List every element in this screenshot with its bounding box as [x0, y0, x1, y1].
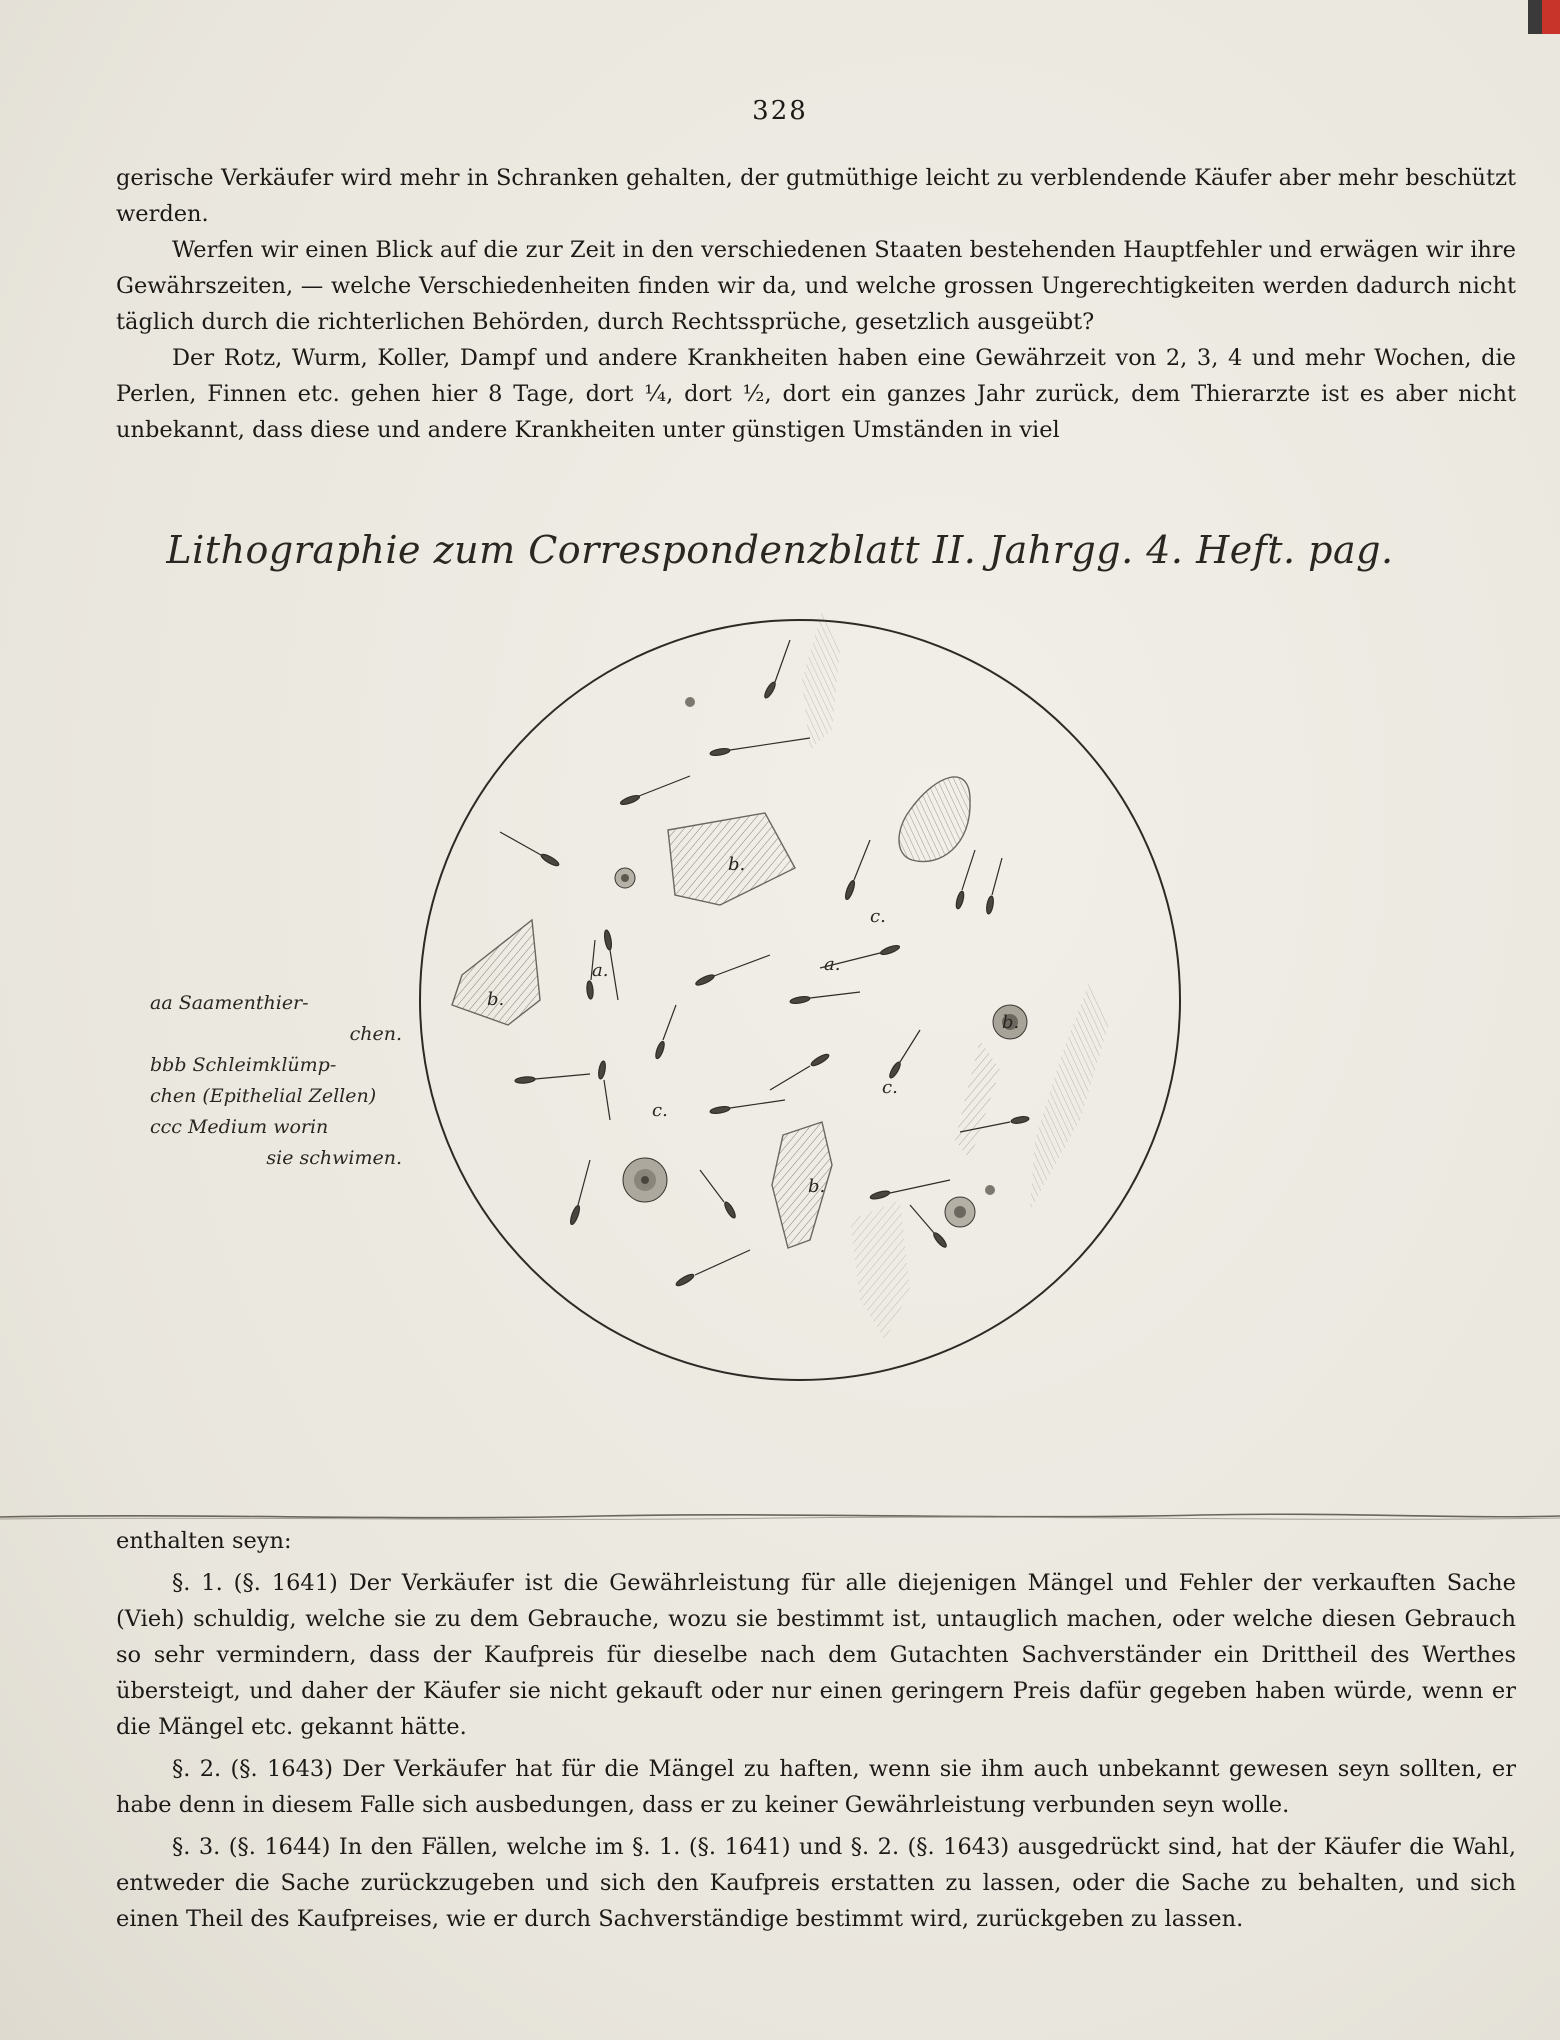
label-a-2: a. — [824, 954, 841, 975]
round-cell-5 — [985, 1185, 995, 1195]
bottom-text-block — [116, 1523, 1516, 1937]
legend-line-aa: aa Saamenthier- — [150, 992, 309, 1014]
spermatozoon-18 — [569, 1160, 590, 1225]
spermatozoon-11 — [955, 850, 975, 909]
top-paragraph-hauptfehler: Werfen wir einen Blick auf die zur Zeit in den verschiedenen Staaten bestehenden Hauptfehler und erwägen wir ihre Gewährszeiten, — welche Verschiedenheiten finden wir da, und welche grossen Ungerechtigkeiten werden dadurch nicht täglich durch die richterlichen Behörden, durch Rechtssprüche, gesetzlich ausgeübt? — [116, 237, 1516, 335]
microscope-field-drawing — [390, 600, 1190, 1400]
spermatozoon-17 — [870, 1180, 950, 1200]
legend-line-bbb-cont: chen (Epithelial Zellen) — [150, 1085, 377, 1107]
spermatozoon-9 — [695, 955, 770, 987]
label-b-4: b. — [808, 1176, 826, 1197]
top-paragraph-krankheiten: Der Rotz, Wurm, Koller, Dampf und andere Krankheiten haben eine Gewährzeit von 2, 3, 4 und mehr Wochen, die Perlen, Finnen etc. gehen hier 8 Tage, dort ¼, dort ½, dort ein ganzes Jahr zurück, dem Thierarzte ist es aber nicht unbekannt, dass diese und andere Krankheiten unter günstigen Umständen in viel — [116, 345, 1516, 443]
spermatozoon-15 — [710, 1100, 785, 1115]
round-cell-3 — [623, 1158, 667, 1202]
page-edge-mark-red — [1542, 0, 1560, 34]
bottom-paragraph-intro: enthalten seyn: — [116, 1528, 292, 1554]
label-a-1: a. — [592, 960, 609, 981]
spermatozoon-16 — [888, 1030, 920, 1079]
top-paragraph-continuation: gerische Verkäufer wird mehr in Schranken gehalten, der gutmüthige leicht zu verblendende Käufer aber mehr beschützt werden. — [116, 165, 1516, 227]
label-b-1: b. — [728, 854, 746, 875]
pencil-streak-4 — [955, 1040, 1000, 1160]
pencil-streak-1 — [802, 612, 840, 750]
page-edge-mark-dark — [1528, 0, 1542, 34]
page-fold-line — [0, 1510, 1560, 1524]
round-cell-4 — [945, 1197, 975, 1227]
spermatozoon-4 — [763, 640, 790, 699]
spermatozoon-7 — [844, 840, 870, 900]
spermatozoon-22 — [654, 1005, 676, 1059]
spermatozoon-2 — [500, 832, 560, 868]
pencil-streak-3 — [850, 1200, 910, 1340]
label-c-3: c. — [652, 1100, 668, 1121]
label-c-2: c. — [882, 1077, 898, 1098]
label-b-3: b. — [1002, 1012, 1020, 1033]
legend-line-aa-cont: chen. — [349, 1023, 402, 1045]
spermatozoon-10 — [790, 992, 860, 1005]
round-cell-6 — [685, 697, 695, 707]
spermatozoon-21 — [985, 858, 1002, 914]
spermatozoon-13 — [515, 1074, 590, 1084]
spermatozoon-23 — [700, 1170, 737, 1219]
bottom-paragraph-section-1: §. 1. (§. 1641) Der Verkäufer ist die Gewährleistung für alle diejenigen Mängel und Fehler der verkauften Sache (Vieh) schuldig, welche sie zu dem Gebrauche, wozu sie bestimmt ist, untauglich machen, oder welche diesen Gebrauch so sehr vermindern, dass der Kaufpreis für dieselbe nach dem Gutachten Sachverständer ein Drittheil des Werthes übersteigt, und daher der Käufer sie nicht gekauft oder nur einen geringern Preis dafür gegeben haben würde, wenn er die Mängel etc. gekannt hätte. — [116, 1570, 1516, 1740]
legend-line-ccc-cont: sie schwimen. — [266, 1147, 402, 1169]
bottom-paragraph-section-3: §. 3. (§. 1644) In den Fällen, welche im §. 1. (§. 1641) und §. 2. (§. 1643) ausgedrückt sind, hat der Käufer die Wahl, entweder die Sache zurückzugeben und sich den Kaufpreis erstatten zu lassen, oder die Sache zu behalten, und sich einen Theil des Kaufpreises, wie er durch Sachverständige bestimmt wird, zurückgeben zu lassen. — [116, 1834, 1516, 1932]
top-text-block — [116, 160, 1516, 448]
label-c-1: c. — [870, 906, 886, 927]
plate-title: Lithographie zum Correspondenzblatt II. Jahrgg. 4. Heft. pag. — [166, 528, 1394, 572]
legend-line-ccc: ccc Medium worin — [150, 1116, 329, 1138]
spermatozoon-12 — [770, 1052, 830, 1090]
figure-legend — [150, 988, 402, 1174]
pencil-streak-2 — [1030, 980, 1110, 1210]
microscope-figure — [390, 600, 1190, 1400]
round-cell-1 — [615, 868, 635, 888]
spermatozoon-24 — [910, 1205, 948, 1249]
spermatozoon-1 — [620, 776, 690, 806]
label-b-2: b. — [487, 989, 505, 1010]
legend-line-bbb: bbb Schleimklümp- — [150, 1054, 337, 1076]
bottom-paragraph-section-2: §. 2. (§. 1643) Der Verkäufer hat für die Mängel zu haften, wenn sie ihm auch unbekannt gewesen seyn sollten, er habe denn in diesem Falle sich ausbedungen, dass er zu keiner Gewährleistung verbunden seyn wolle. — [116, 1756, 1516, 1818]
spermatozoon-19 — [675, 1250, 750, 1288]
spermatozoon-14 — [597, 1061, 610, 1120]
epithelial-cell-b4 — [899, 777, 970, 862]
spermatozoon-3 — [710, 738, 810, 757]
page-number: 328 — [752, 96, 808, 126]
